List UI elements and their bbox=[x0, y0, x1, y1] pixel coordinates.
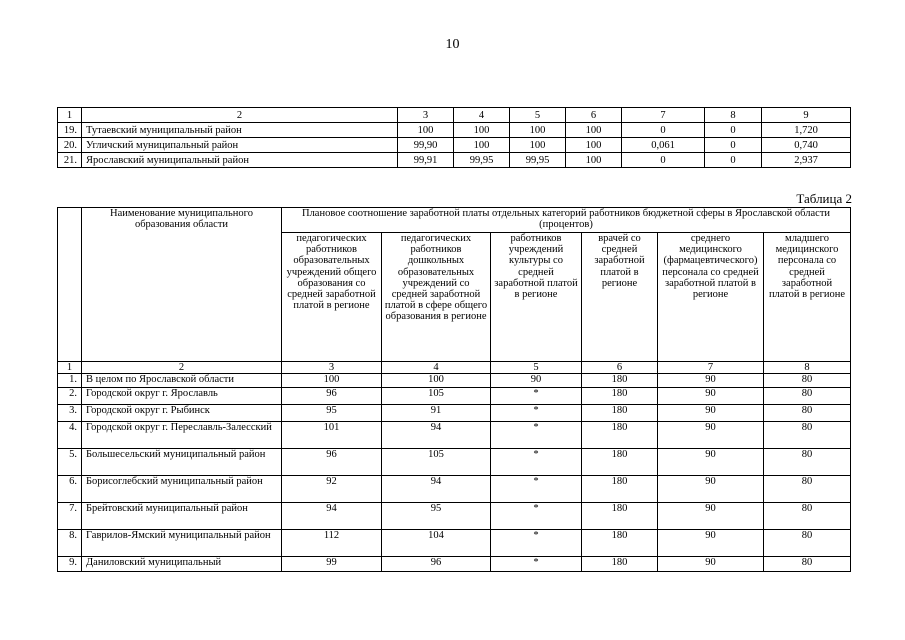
subheader-doctors: врачей со средней заработной платой в регионе bbox=[582, 233, 658, 362]
cell-value: 80 bbox=[764, 476, 851, 503]
cell-value: 99,91 bbox=[398, 153, 454, 168]
row-name: Тутаевский муниципальный район bbox=[82, 123, 398, 138]
name-column-header: Наименование муниципального образования области bbox=[82, 208, 282, 362]
cell-value: 90 bbox=[658, 476, 764, 503]
table-title: Таблица 2 bbox=[796, 191, 852, 206]
cell-value: 101 bbox=[282, 422, 382, 449]
table-row bbox=[58, 138, 851, 153]
table1-col-number: 7 bbox=[622, 108, 705, 123]
cell-value: 100 bbox=[510, 123, 566, 138]
subheader-culture-workers: работников учреждений культуры со средней заработной платой в регионе bbox=[491, 233, 582, 362]
cell-value: 99,95 bbox=[510, 153, 566, 168]
cell-value: 80 bbox=[764, 374, 851, 388]
cell-value: 100 bbox=[566, 138, 622, 153]
table2-header-row bbox=[58, 208, 851, 233]
table-row bbox=[58, 449, 851, 476]
cell-value: 91 bbox=[382, 405, 491, 422]
row-name: Гаврилов-Ямский муниципальный район bbox=[82, 530, 282, 557]
cell-value: 94 bbox=[382, 476, 491, 503]
main-column-header: Плановое соотношение заработной платы отдельных категорий работников бюджетной сферы в Ярославской области (процентов) bbox=[282, 208, 851, 233]
table-row bbox=[58, 123, 851, 138]
cell-value: * bbox=[491, 557, 582, 572]
table-row bbox=[58, 153, 851, 168]
table-row bbox=[58, 476, 851, 503]
cell-value: 100 bbox=[454, 138, 510, 153]
row-name: Городской округ г. Переславль-Залесский bbox=[82, 422, 282, 449]
row-number: 9. bbox=[58, 557, 82, 572]
salary-ratio-table bbox=[57, 207, 851, 572]
cell-value: 180 bbox=[582, 476, 658, 503]
cell-value: 0 bbox=[705, 138, 762, 153]
cell-value: * bbox=[491, 530, 582, 557]
cell-value: 99,90 bbox=[398, 138, 454, 153]
cell-value: 96 bbox=[382, 557, 491, 572]
cell-value: * bbox=[491, 422, 582, 449]
cell-value: 100 bbox=[566, 153, 622, 168]
table-row bbox=[58, 374, 851, 388]
cell-value: 90 bbox=[658, 503, 764, 530]
column-number: 6 bbox=[582, 362, 658, 374]
column-number: 8 bbox=[764, 362, 851, 374]
cell-value: 99 bbox=[282, 557, 382, 572]
column-number-row bbox=[58, 362, 851, 374]
cell-value: 96 bbox=[282, 449, 382, 476]
table1-col-number: 2 bbox=[82, 108, 398, 123]
row-number: 7. bbox=[58, 503, 82, 530]
table1-col-number: 8 bbox=[705, 108, 762, 123]
cell-value: 180 bbox=[582, 405, 658, 422]
table1-col-number: 4 bbox=[454, 108, 510, 123]
table-row bbox=[58, 405, 851, 422]
row-name: В целом по Ярославской области bbox=[82, 374, 282, 388]
cell-value: 105 bbox=[382, 388, 491, 405]
table1-col-number: 1 bbox=[58, 108, 82, 123]
row-number: 19. bbox=[58, 123, 82, 138]
cell-value: 92 bbox=[282, 476, 382, 503]
cell-value: 1,720 bbox=[762, 123, 851, 138]
cell-value: * bbox=[491, 503, 582, 530]
row-name: Брейтовский муниципальный район bbox=[82, 503, 282, 530]
row-number: 5. bbox=[58, 449, 82, 476]
cell-value: 112 bbox=[282, 530, 382, 557]
row-number: 4. bbox=[58, 422, 82, 449]
cell-value: 0 bbox=[622, 153, 705, 168]
cell-value: 95 bbox=[382, 503, 491, 530]
cell-value: 94 bbox=[282, 503, 382, 530]
cell-value: 90 bbox=[658, 530, 764, 557]
subheader-mid-medical: среднего медицинского (фармацевтического) персонала со средней заработной платой в регионе bbox=[658, 233, 764, 362]
row-number: 1. bbox=[58, 374, 82, 388]
cell-value: 105 bbox=[382, 449, 491, 476]
cell-value: 80 bbox=[764, 503, 851, 530]
cell-value: 100 bbox=[382, 374, 491, 388]
page-number: 10 bbox=[445, 37, 460, 52]
subheader-teachers-preschool: педагогических работников дошкольных образовательных учреждений со средней заработной платой в сфере общего образования в регионе bbox=[382, 233, 491, 362]
row-number: 6. bbox=[58, 476, 82, 503]
cell-value: 100 bbox=[282, 374, 382, 388]
column-number: 5 bbox=[491, 362, 582, 374]
table1-col-number: 3 bbox=[398, 108, 454, 123]
cell-value: 99,95 bbox=[454, 153, 510, 168]
cell-value: 90 bbox=[491, 374, 582, 388]
table1-col-number: 9 bbox=[762, 108, 851, 123]
subheader-junior-medical: младшего медицинского персонала со средней заработной платой в регионе bbox=[764, 233, 851, 362]
table-row bbox=[58, 388, 851, 405]
row-number: 20. bbox=[58, 138, 82, 153]
row-name: Угличский муниципальный район bbox=[82, 138, 398, 153]
cell-value: 104 bbox=[382, 530, 491, 557]
cell-value: 80 bbox=[764, 405, 851, 422]
cell-value: 0,740 bbox=[762, 138, 851, 153]
cell-value: 100 bbox=[454, 123, 510, 138]
cell-value: 90 bbox=[658, 557, 764, 572]
row-number: 3. bbox=[58, 405, 82, 422]
cell-value: 180 bbox=[582, 374, 658, 388]
row-number: 21. bbox=[58, 153, 82, 168]
subheader-teachers-general: педагогических работников образовательных учреждений общего образования со средней заработной платой в регионе bbox=[282, 233, 382, 362]
table-row bbox=[58, 557, 851, 572]
cell-value: 96 bbox=[282, 388, 382, 405]
cell-value: 95 bbox=[282, 405, 382, 422]
cell-value: 180 bbox=[582, 388, 658, 405]
cell-value: 0 bbox=[705, 153, 762, 168]
cell-value: 2,937 bbox=[762, 153, 851, 168]
cell-value: 94 bbox=[382, 422, 491, 449]
cell-value: * bbox=[491, 476, 582, 503]
cell-value: 80 bbox=[764, 449, 851, 476]
cell-value: 90 bbox=[658, 449, 764, 476]
cell-value: 90 bbox=[658, 405, 764, 422]
cell-value: 0,061 bbox=[622, 138, 705, 153]
column-number: 7 bbox=[658, 362, 764, 374]
table1-header-row bbox=[58, 108, 851, 123]
cell-value: 90 bbox=[658, 374, 764, 388]
cell-value: 80 bbox=[764, 530, 851, 557]
cell-value: 180 bbox=[582, 422, 658, 449]
cell-value: 180 bbox=[582, 557, 658, 572]
cell-value: 100 bbox=[566, 123, 622, 138]
row-number: 8. bbox=[58, 530, 82, 557]
table-row bbox=[58, 530, 851, 557]
column-number: 3 bbox=[282, 362, 382, 374]
column-number: 4 bbox=[382, 362, 491, 374]
table-row bbox=[58, 503, 851, 530]
cell-value: 180 bbox=[582, 449, 658, 476]
cell-value: 180 bbox=[582, 503, 658, 530]
row-name: Даниловский муниципальный bbox=[82, 557, 282, 572]
row-name: Борисоглебский муниципальный район bbox=[82, 476, 282, 503]
cell-value: * bbox=[491, 405, 582, 422]
row-name: Городской округ г. Ярославль bbox=[82, 388, 282, 405]
row-number: 2. bbox=[58, 388, 82, 405]
cell-value: * bbox=[491, 388, 582, 405]
cell-value: 0 bbox=[705, 123, 762, 138]
table-row bbox=[58, 422, 851, 449]
continuation-table bbox=[57, 107, 851, 168]
cell-value: 90 bbox=[658, 388, 764, 405]
cell-value: 180 bbox=[582, 530, 658, 557]
cell-value: 80 bbox=[764, 388, 851, 405]
cell-value: 0 bbox=[622, 123, 705, 138]
cell-value: 80 bbox=[764, 557, 851, 572]
cell-value: 80 bbox=[764, 422, 851, 449]
row-name: Городской округ г. Рыбинск bbox=[82, 405, 282, 422]
cell-value: 100 bbox=[398, 123, 454, 138]
column-number: 1 bbox=[58, 362, 82, 374]
blank-header-cell bbox=[58, 208, 82, 362]
table1-col-number: 6 bbox=[566, 108, 622, 123]
row-name: Большесельский муниципальный район bbox=[82, 449, 282, 476]
cell-value: 90 bbox=[658, 422, 764, 449]
column-number: 2 bbox=[82, 362, 282, 374]
table1-col-number: 5 bbox=[510, 108, 566, 123]
cell-value: 100 bbox=[510, 138, 566, 153]
row-name: Ярославский муниципальный район bbox=[82, 153, 398, 168]
cell-value: * bbox=[491, 449, 582, 476]
